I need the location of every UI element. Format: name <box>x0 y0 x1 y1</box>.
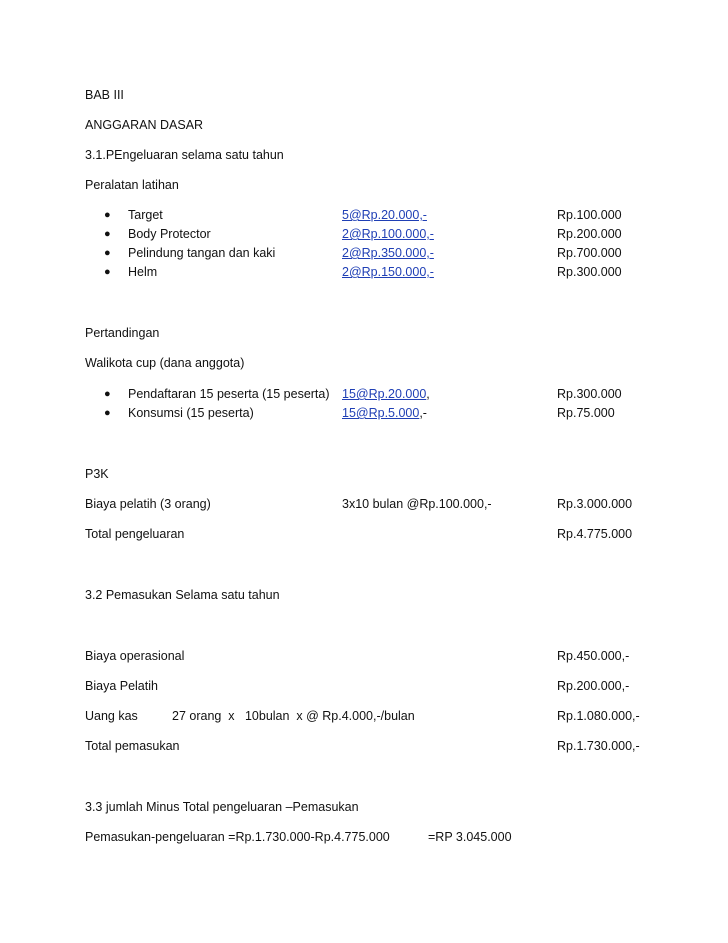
section-heading-expenses: 3.1.PEngeluaran selama satu tahun <box>85 148 284 162</box>
equipment-label: Peralatan latihan <box>85 178 179 192</box>
walikota-cup-label: Walikota cup (dana anggota) <box>85 356 245 370</box>
item-calc-link[interactable]: 15@Rp.5.000 <box>342 406 420 420</box>
total-expenses-value: Rp.4.775.000 <box>557 527 633 541</box>
item-total: Rp.300.000 <box>557 387 622 401</box>
bullet-icon: ● <box>104 209 111 221</box>
operational-label: Biaya operasional <box>85 649 185 663</box>
section-heading-income: 3.2 Pemasukan Selama satu tahun <box>85 588 280 602</box>
item-name: Body Protector <box>128 227 211 241</box>
balance-result: =RP 3.045.000 <box>428 830 512 844</box>
item-calc-link[interactable]: 5@Rp.20.000,- <box>342 208 427 222</box>
item-calc-link[interactable]: 2@Rp.100.000,- <box>342 227 434 241</box>
item-total: Rp.100.000 <box>557 208 622 222</box>
document-title: ANGGARAN DASAR <box>85 118 204 132</box>
bullet-icon: ● <box>104 228 111 240</box>
operational-value: Rp.450.000,- <box>557 649 630 663</box>
chapter-label: BAB III <box>85 88 124 102</box>
bullet-icon: ● <box>104 266 111 278</box>
item-calc-suffix: ,- <box>419 406 427 420</box>
total-income-label: Total pemasukan <box>85 739 180 753</box>
item-calc-link[interactable]: 2@Rp.350.000,- <box>342 246 434 260</box>
item-name: Helm <box>128 265 158 279</box>
item-total: Rp.300.000 <box>557 265 622 279</box>
item-total: Rp.200.000 <box>557 227 622 241</box>
trainer-cost-total: Rp.3.000.000 <box>557 497 633 511</box>
item-calc-link[interactable]: 15@Rp.20.000 <box>342 387 427 401</box>
trainer-cost-label: Biaya pelatih (3 orang) <box>85 497 211 511</box>
item-calc <box>342 406 427 421</box>
balance-formula: Pemasukan-pengeluaran =Rp.1.730.000-Rp.4.775.000 <box>85 830 390 844</box>
section-heading-balance: 3.3 jumlah Minus Total pengeluaran –Pemasukan <box>85 800 359 814</box>
item-total: Rp.75.000 <box>557 406 615 420</box>
trainer-income-label: Biaya Pelatih <box>85 679 158 693</box>
total-income-value: Rp.1.730.000,- <box>557 739 640 753</box>
bullet-icon: ● <box>104 388 111 400</box>
competition-label: Pertandingan <box>85 326 160 340</box>
bullet-icon: ● <box>104 247 111 259</box>
item-name: Target <box>128 208 163 222</box>
item-total: Rp.700.000 <box>557 246 622 260</box>
p3k-label: P3K <box>85 467 109 481</box>
item-calc <box>342 387 430 402</box>
total-expenses-label: Total pengeluaran <box>85 527 185 541</box>
bullet-icon: ● <box>104 407 111 419</box>
cash-label: Uang kas <box>85 709 138 723</box>
trainer-income-value: Rp.200.000,- <box>557 679 630 693</box>
item-calc-suffix: , <box>426 387 430 401</box>
trainer-cost-calc: 3x10 bulan @Rp.100.000,- <box>342 497 492 511</box>
cash-calc: 27 orang x 10bulan x @ Rp.4.000,-/bulan <box>172 709 415 723</box>
item-calc-link[interactable]: 2@Rp.150.000,- <box>342 265 434 279</box>
item-name: Pelindung tangan dan kaki <box>128 246 276 260</box>
item-name: Pendaftaran 15 peserta (15 peserta) <box>128 387 330 401</box>
item-name: Konsumsi (15 peserta) <box>128 406 254 420</box>
cash-value: Rp.1.080.000,- <box>557 709 640 723</box>
